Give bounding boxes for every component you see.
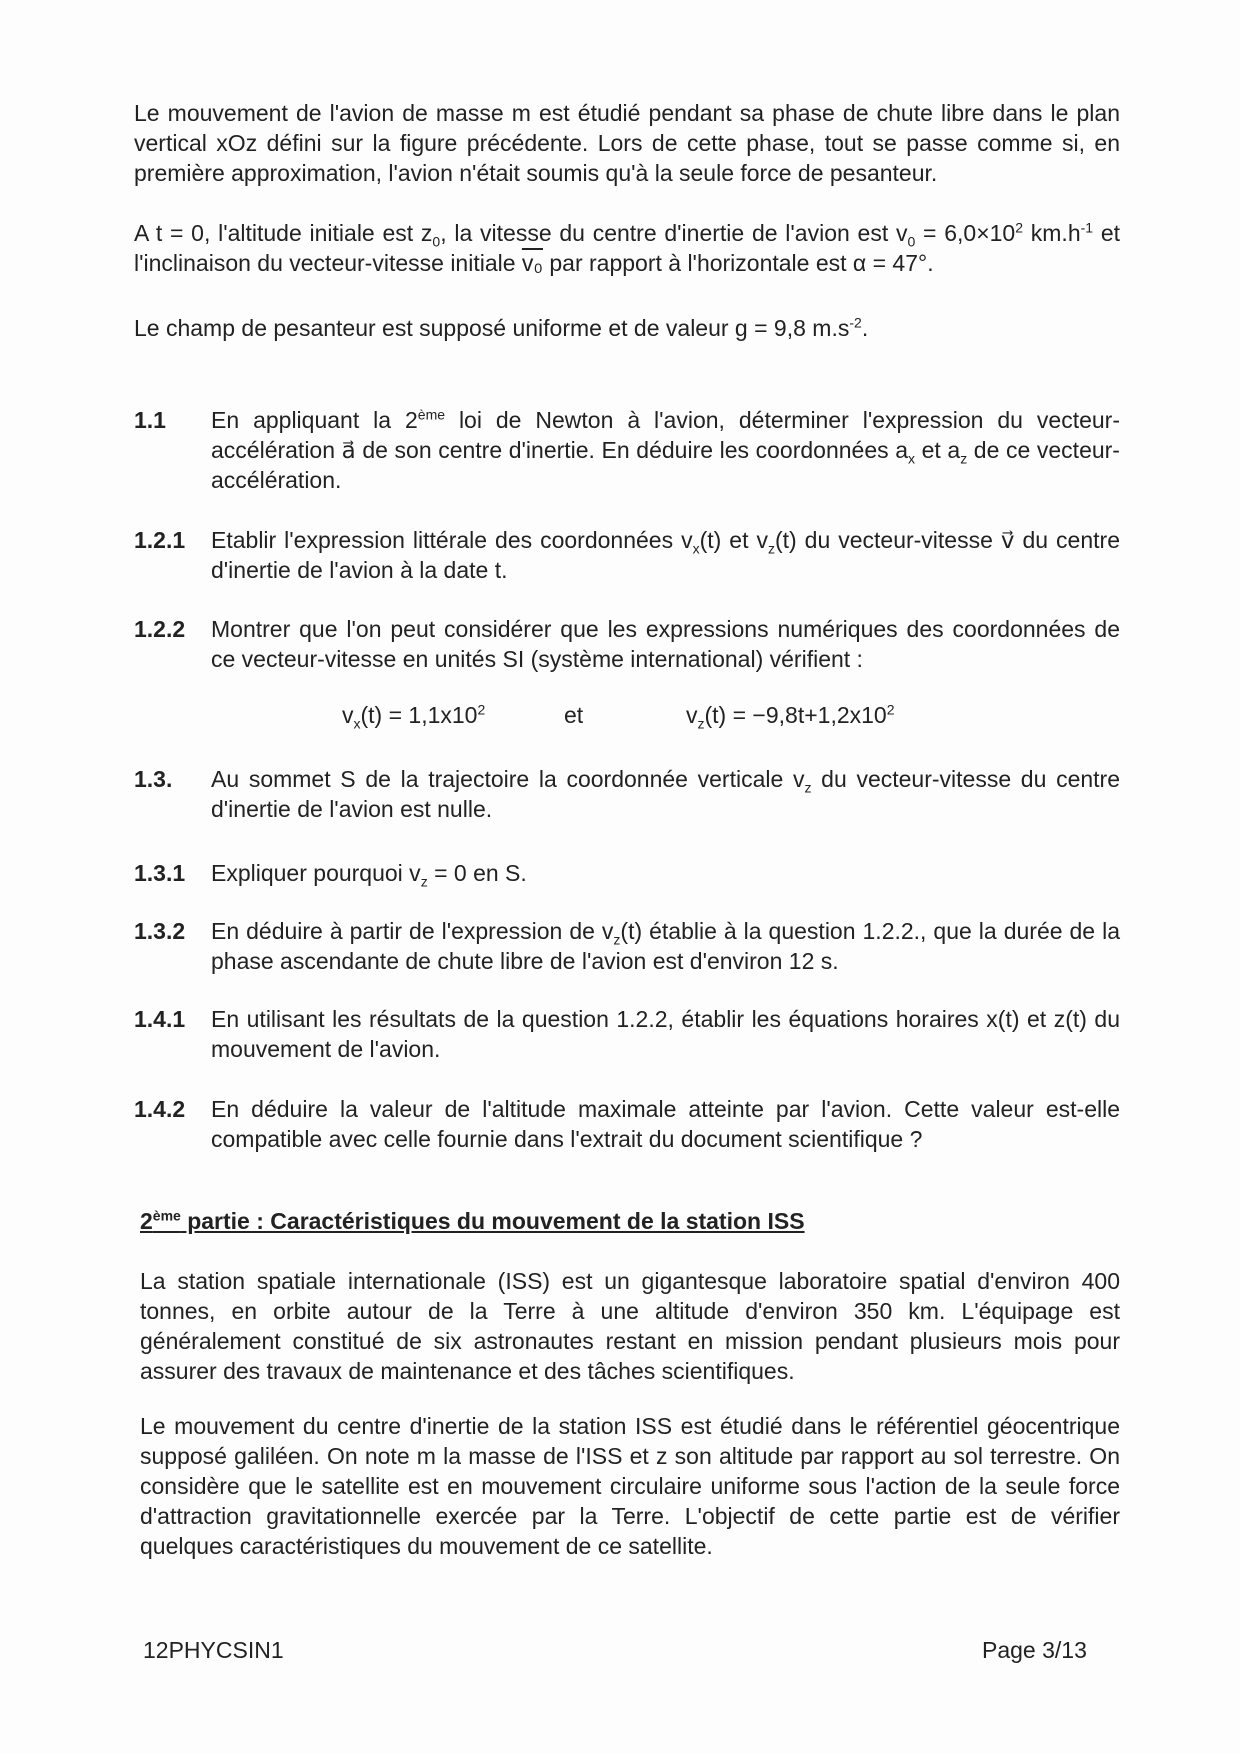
vz-value: (t) = −9,8t+1,2x10: [704, 702, 887, 728]
intro-initial-conditions: [134, 218, 1120, 278]
velocity-equations: [134, 700, 1120, 732]
q132-sub: z: [613, 931, 621, 948]
v0-vector: v₀: [521, 250, 543, 276]
ax-sub: x: [908, 450, 916, 467]
q11-a: En appliquant la 2: [211, 407, 418, 433]
q121-c: (t) et v: [699, 527, 768, 553]
heading-sup: ème: [152, 1207, 181, 1224]
heading-text: partie : Caractéristiques du mouvement de la station ISS: [180, 1208, 805, 1234]
question-number: 1.4.1: [134, 1006, 186, 1032]
q11-i: de ce vecteur-accélération.: [211, 437, 1120, 493]
question-number: 1.2.2: [134, 616, 186, 642]
vz-equation: [686, 700, 895, 730]
g-dot: .: [861, 315, 869, 341]
g-exp: -2: [849, 314, 862, 331]
intro-paragraph: [134, 98, 1120, 188]
z0-sub: 0: [432, 233, 441, 250]
az-sub: z: [960, 450, 968, 467]
q121-e: (t) du vecteur-vitesse: [774, 527, 1001, 553]
iss-motion-paragraph: [140, 1411, 1120, 1561]
question-text: [211, 858, 1120, 888]
question-text: En déduire la valeur de l'altitude maximale atteinte par l'avion. Cette valeur est-elle compatible avec celle fournie dans l'extrait du document scientifique ?: [211, 1096, 1120, 1152]
vx-v: v: [342, 702, 354, 728]
q13-sub: z: [804, 779, 812, 796]
heading-2: 2: [140, 1208, 153, 1234]
question-text: [211, 525, 1120, 585]
q121-g: du centre d'inertie de l'avion à la date t.: [211, 527, 1120, 583]
question-number: 1.3.: [134, 766, 173, 792]
part2-heading: [140, 1208, 805, 1235]
question-text: Montrer que l'on peut considérer que les expressions numériques des coordonnées de ce vecteur-vitesse en unités SI (système international) vérifient :: [211, 616, 1120, 672]
gravity-text: [134, 313, 1120, 343]
vz-eq-sub: z: [697, 715, 705, 732]
page-number: Page 3/13: [982, 1637, 1087, 1663]
v0-exp: 2: [1015, 219, 1024, 236]
a-vector: a⃗: [341, 437, 356, 463]
question-number: 1.2.1: [134, 527, 186, 553]
alpha-text: par rapport à l'horizontale est α = 47°.: [542, 250, 934, 276]
vz-v: v: [686, 702, 698, 728]
q132-a: En déduire à partir de l'expression de v: [211, 918, 614, 944]
et-label: et: [564, 702, 584, 728]
vz-exp: 2: [886, 701, 895, 718]
velocity-text: , la vitesse du centre d'inertie de l'avion est v: [440, 220, 908, 246]
vx-equation: [342, 700, 485, 730]
q13-c: du vecteur-vitesse du centre d'inertie de l'avion est nulle.: [211, 766, 1120, 822]
kmh-exp: -1: [1080, 219, 1094, 236]
question-text: [211, 916, 1120, 976]
v-vector: v⃗: [1000, 527, 1015, 553]
v0-sub: 0: [907, 233, 916, 250]
gravity-field-line: [134, 313, 1120, 343]
vz-sub: z: [767, 540, 775, 557]
iss-para2: Le mouvement du centre d'inertie de la station ISS est étudié dans le référentiel géocentrique supposé galiléen. On note m la masse de l'ISS et z son altitude par rapport au sol terrestre. On considère que le satellite est en mouvement circulaire uniforme sous l'action de la seule force d'attraction gravitationnelle exercée par la Terre. L'objectif de cette partie est de vérifier quelques caractéristiques du mouvement de ce satellite.: [140, 1413, 1120, 1559]
q131-sub: z: [420, 873, 428, 890]
question-text: En utilisant les résultats de la question 1.2.2, établir les équations horaires x(t) et z(t) du mouvement de l'avion.: [211, 1006, 1120, 1062]
t0-text: A t = 0, l'altitude initiale est z: [134, 220, 433, 246]
q11-e: de son centre d'inertie. En déduire les coordonnées a: [355, 437, 909, 463]
vx-exp: 2: [477, 701, 486, 718]
q11-g: et a: [915, 437, 961, 463]
q131-c: = 0 en S.: [427, 860, 527, 886]
exam-code: 12PHYCSIN1: [143, 1637, 284, 1663]
iss-para1: La station spatiale internationale (ISS) est un gigantesque laboratoire spatial d'environ 400 tonnes, en orbite autour de la Terre à une altitude d'environ 350 km. L'équipage est généralement constitué de six astronautes restant en mission pendant plusieurs mois pour assurer des travaux de maintenance et des tâches scientifiques.: [140, 1268, 1120, 1384]
v0-value: = 6,0×10: [915, 220, 1016, 246]
intro-line1: Le mouvement de l'avion de masse m est étudié pendant sa phase de chute libre dans le plan vertical xOz défini sur la figure précédente. Lors de cette phase, tout se passe comme si, en première approximation, l'avion n'était soumis qu'à la seule force de pesanteur.: [134, 100, 1120, 186]
question-number: 1.4.2: [134, 1096, 186, 1122]
q11-sup: ème: [417, 406, 446, 423]
iss-intro-paragraph: [140, 1266, 1120, 1386]
question-number: 1.1: [134, 407, 166, 433]
intro-initial-text: [134, 218, 1120, 278]
vx-eq-sub: x: [353, 715, 361, 732]
inclination-text: et l'inclinaison du vecteur-vitesse initiale: [134, 220, 1121, 276]
q13-a: Au sommet S de la trajectoire la coordonnée verticale v: [211, 766, 805, 792]
question-text: [211, 405, 1120, 495]
q131-a: Expliquer pourquoi v: [211, 860, 421, 886]
question-text: [211, 764, 1120, 824]
kmh-text: km.h: [1023, 220, 1081, 246]
vx-sub: x: [692, 540, 700, 557]
q132-c: (t) établie à la question 1.2.2., que la durée de la phase ascendante de chute libre de l'avion est d'environ 12 s.: [211, 918, 1120, 974]
question-number: 1.3.2: [134, 918, 186, 944]
q121-a: Etablir l'expression littérale des coordonnées v: [211, 527, 693, 553]
q11-c: loi de Newton à l'avion, déterminer l'expression du vecteur-accélération: [211, 407, 1120, 463]
g-text: Le champ de pesanteur est supposé uniforme et de valeur g = 9,8 m.s: [134, 315, 850, 341]
vx-value: (t) = 1,1x10: [360, 702, 478, 728]
question-number: 1.3.1: [134, 860, 186, 886]
